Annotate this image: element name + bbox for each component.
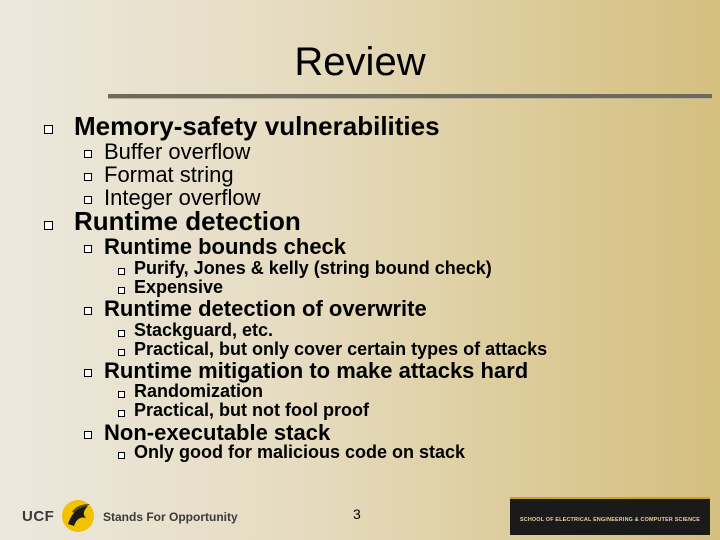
slide-title: Review [294,40,426,84]
bullet-square-icon [84,431,92,439]
list-item-buffer-overflow: Buffer overflow [104,139,251,164]
list-item-non-executable-stack: Non-executable stack [104,420,331,445]
bullet-square-icon [84,173,92,181]
list-item-randomization: Randomization [134,381,263,401]
list-item-stackguard: Stackguard, etc. [134,320,274,340]
list-item-practical-not-fool-proof: Practical, but not fool proof [134,400,369,420]
school-logo-box [510,497,710,535]
bullet-square-icon [118,452,125,459]
bullet-square-icon [118,287,125,294]
list-item-runtime-detection-overwrite: Runtime detection of overwrite [104,296,427,321]
bullet-square-icon [44,125,53,134]
bullet-square-icon [84,245,92,253]
list-item-runtime-bounds-check: Runtime bounds check [104,234,347,259]
list-item-practical-certain-types: Practical, but only cover certain types of attacks [134,339,548,359]
page-number: 3 [353,506,361,522]
bullet-square-icon [118,349,125,356]
bullet-square-icon [44,221,53,230]
bullet-square-icon [84,307,92,315]
list-item-runtime-mitigation: Runtime mitigation to make attacks hard [104,358,529,383]
bullet-square-icon [84,196,92,204]
school-name-text: SCHOOL OF ELECTRICAL ENGINEERING & COMPUTER SCIENCE [519,517,701,523]
list-item-purify: Purify, Jones & kelly (string bound check) [134,258,492,278]
list-item-expensive: Expensive [134,277,224,297]
title-divider [108,94,712,99]
list-item-integer-overflow: Integer overflow [104,185,261,210]
bullet-square-icon [84,369,92,377]
bullet-square-icon [118,268,125,275]
list-item-only-good-malicious: Only good for malicious code on stack [134,442,466,462]
bullet-square-icon [118,410,125,417]
list-item-memory-safety: Memory-safety vulnerabilities [74,111,440,141]
bullet-square-icon [84,150,92,158]
list-item-runtime-detection: Runtime detection [74,206,301,236]
tagline-text: Stands For Opportunity [103,510,238,524]
pegasus-icon [60,498,96,534]
ucf-logo-text: UCF [22,508,55,525]
bullet-square-icon [118,330,125,337]
list-item-format-string: Format string [104,162,234,187]
bullet-square-icon [118,391,125,398]
